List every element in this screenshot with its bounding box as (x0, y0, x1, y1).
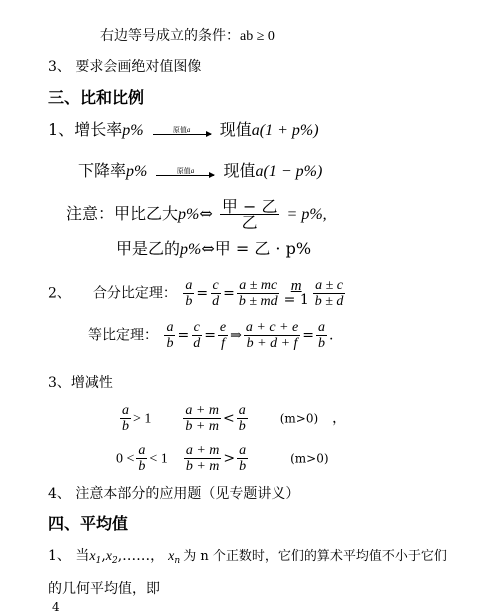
m-equals-one: $\frac{m}{= 1}$ (283, 278, 309, 308)
note-percent-of: 甲是乙的p%⇔甲 = 乙 · p% (116, 239, 312, 258)
arrow-original-value-2: 原值a (156, 167, 214, 176)
condition-expr: ab ≥ 0 (240, 29, 275, 44)
combined-ratio-theorem: 2、 合分比定理： $\frac{a}{b}$ = $\frac{c}{d}$ = $\frac{a \pm mc}{b \pm md}$ $\frac{m}{= 1}$ $\frac{a \pm c}{b \pm d}$ (48, 278, 344, 309)
section-heading-ratio: 三、比和比例 (48, 88, 145, 107)
note-percent-larger: 注意：甲比乙大p%⇔ $\frac{\text{甲 − 乙}}{\text{乙}}$ = p%, (66, 197, 327, 232)
avg-statement-cont: 的几何平均值，即 (48, 581, 160, 597)
growth-rate-formula: 1、增长率p% 原值a 现值a(1 + p%) (48, 120, 319, 139)
fraction-diff-over-yi: $\frac{\text{甲 − 乙}}{\text{乙}}$ (221, 197, 278, 232)
equal-ratio-theorem: 等比定理： $\frac{a}{b}$ = $\frac{c}{d}$ = $\frac{e}{f}$ ⇒ $\frac{a + c + e}{b + d + f}$ = $\frac{a}{b}$ . (88, 320, 334, 351)
monotonic-case-1: $\frac{a}{b}$ > 1 $\frac{a + m}{b + m}$ < $\frac{a}{b}$ (m>0) ， (122, 403, 347, 434)
decline-rate-formula: 下降率p% 原值a 现值a(1 − p%) (78, 161, 323, 180)
arrow-original-value: 原值a (153, 126, 211, 135)
item-abs-graph: 3、 要求会画绝对值图像 (48, 59, 202, 75)
monotonic-case-2: 0 < $\frac{a}{b}$ < 1 $\frac{a + m}{b + m}$ > $\frac{a}{b}$ (m>0) (116, 443, 329, 474)
section-heading-average: 四、平均值 (48, 514, 129, 533)
page-number: 4 (52, 600, 60, 614)
item-application-problems: 4、 注意本部分的应用题（见专题讲义） (48, 486, 300, 502)
avg-statement: 1、 当$x_1,x_2,\dots\dots$， $x_n$ 为 n 个正数时，它们的算术平均值不小于它们 (48, 548, 447, 566)
item-monotonicity: 3、增减性 (48, 375, 113, 391)
condition-line (100, 27, 275, 46)
condition-text: 右边等号成立的条件： (100, 28, 240, 44)
